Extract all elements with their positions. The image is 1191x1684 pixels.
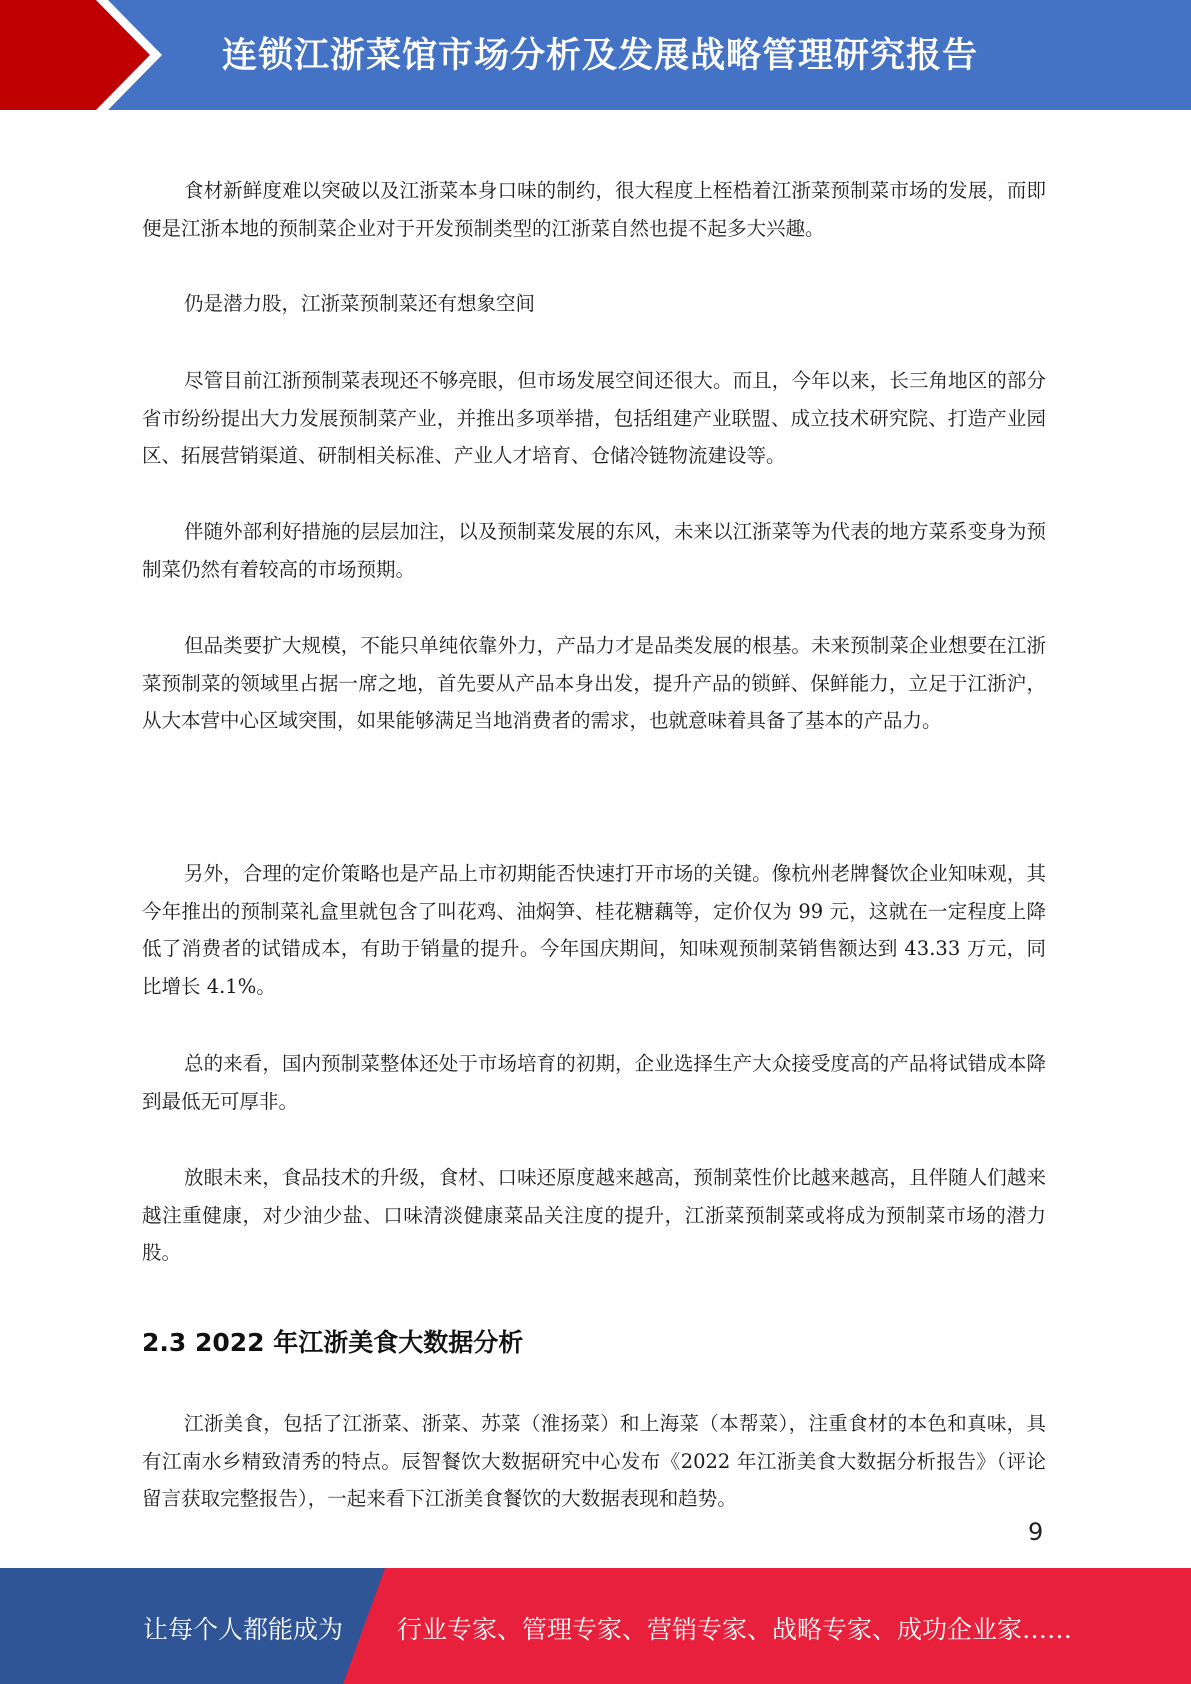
paragraph-3: 尽管目前江浙预制菜表现还不够亮眼，但市场发展空间还很大。而且，今年以来，长三角地区的部分省市纷纷提出大力发展预制菜产业，并推出多项举措，包括组建产业联盟、成立技术研究院、打造产业园区、拓展营销渠道、研制相关标准、产业人才培育、仓储冷链物流建设等。 [142,369,1046,467]
paragraph-8: 放眼未来，食品技术的升级，食材、口味还原度越来越高，预制菜性价比越来越高，且伴随人们越来越注重健康，对少油少盐、口味清淡健康菜品关注度的提升，江浙菜预制菜或将成为预制菜市场的潜力股。 [142,1166,1046,1264]
footer-slogan-right: 行业专家、管理专家、营销专家、战略专家、成功企业家…… [397,1615,1073,1644]
section-heading: 2.3 2022 年江浙美食大数据分析 [142,1328,524,1357]
paragraph-1: 食材新鲜度难以突破以及江浙菜本身口味的制约，很大程度上桎梏着江浙菜预制菜市场的发展，而即便是江浙本地的预制菜企业对于开发预制类型的江浙菜自然也提不起多大兴趣。 [142,179,1046,240]
footer-slogan-left: 让每个人都能成为 [143,1615,344,1644]
page-footer [0,1568,1191,1684]
paragraph-4: 伴随外部利好措施的层层加注，以及预制菜发展的东风，未来以江浙菜等为代表的地方菜系变身为预制菜仍然有着较高的市场预期。 [142,520,1046,581]
paragraph-5: 但品类要扩大规模，不能只单纯依靠外力，产品力才是品类发展的根基。未来预制菜企业想要在江浙菜预制菜的领域里占据一席之地，首先要从产品本身出发，提升产品的锁鲜、保鲜能力，立足于江浙沪，从大本营中心区域突围，如果能够满足当地消费者的需求，也就意味着具备了基本的产品力。 [142,634,1046,732]
paragraph-2: 仍是潜力股，江浙菜预制菜还有想象空间 [184,292,536,315]
page-header [0,0,1191,110]
header-red-arrow [0,0,150,110]
page-number: 9 [1028,1518,1044,1546]
header-title: 连锁江浙菜馆市场分析及发展战略管理研究报告 [222,36,979,76]
paragraph-6: 另外，合理的定价策略也是产品上市初期能否快速打开市场的关键。像杭州老牌餐饮企业知味观，其今年推出的预制菜礼盒里就包含了叫花鸡、油焖笋、桂花糖藕等，定价仅为 99 元，这就在一定程度上降低了消费者的试错成本，有助于销量的提升。今年国庆期间，知味观预制菜销售额达到 43.33 万元，同比增长 4.1%。 [142,862,1046,998]
paragraph-9: 江浙美食，包括了江浙菜、浙菜、苏菜（淮扬菜）和上海菜（本帮菜），注重食材的本色和真味，具有江南水乡精致清秀的特点。辰智餐饮大数据研究中心发布《2022 年江浙美食大数据分析报告》（评论留言获取完整报告），一起来看下江浙美食餐饮的大数据表现和趋势。 [142,1412,1046,1510]
paragraph-7: 总的来看，国内预制菜整体还处于市场培育的初期，企业选择生产大众接受度高的产品将试错成本降到最低无可厚非。 [142,1052,1046,1113]
